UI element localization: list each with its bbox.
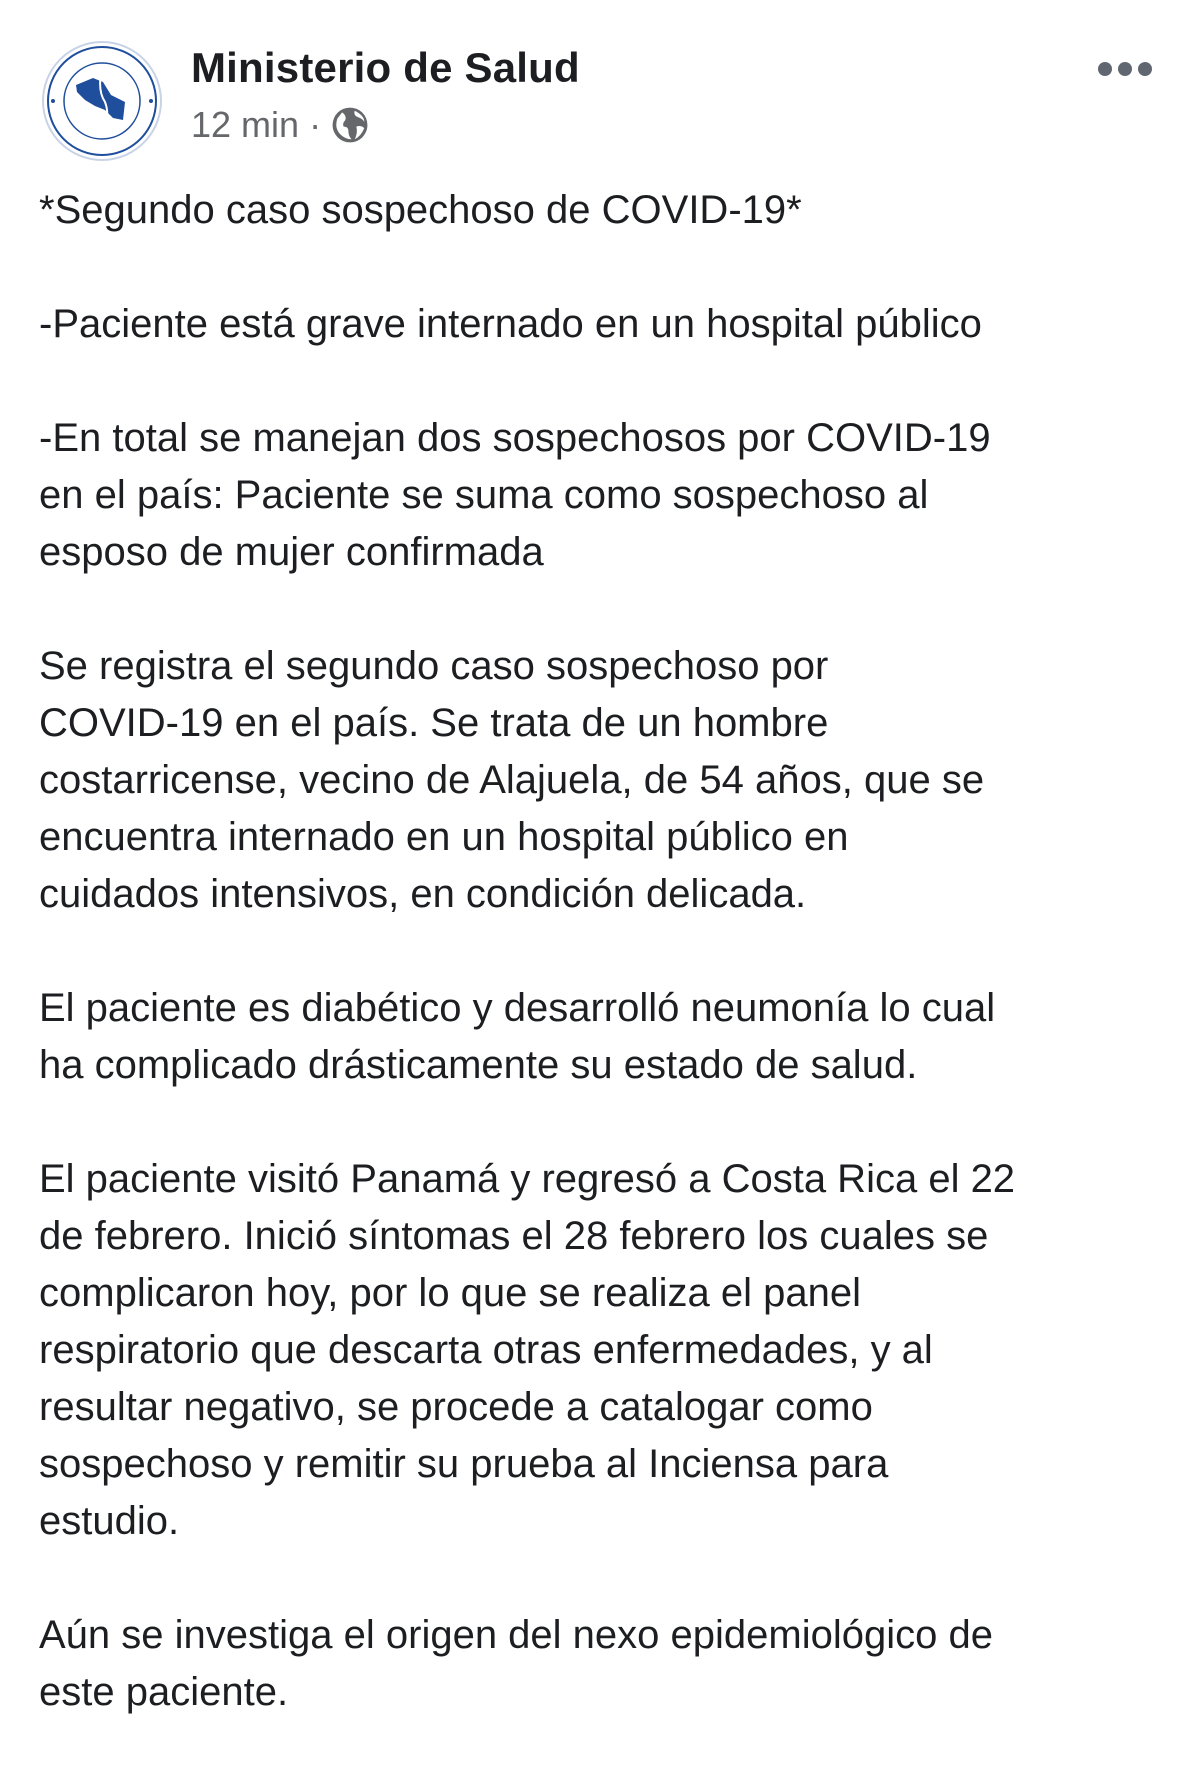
post-paragraph: [39, 980, 1015, 1094]
post-text-line: COVID-19 en el país. Se trata de un hombre: [39, 701, 829, 745]
post-paragraph: [39, 638, 1015, 923]
post-paragraph: [39, 410, 1015, 581]
meta-separator: ·: [309, 104, 322, 145]
post-paragraph: [39, 296, 1015, 353]
post-text-line: esposo de mujer confirmada: [39, 530, 544, 574]
post-paragraph: [39, 1607, 1015, 1721]
post-text-line: encuentra internado en un hospital público en: [39, 815, 849, 859]
post-text-line: respiratorio que descarta otras enfermedades, y al: [39, 1328, 933, 1372]
post-body: [39, 182, 1015, 1778]
post-text-line: cuidados intensivos, en condición delicada.: [39, 872, 807, 916]
post-text-line: de febrero. Inició síntomas el 28 febrero los cuales se: [39, 1214, 989, 1258]
post-text-line: estudio.: [39, 1499, 180, 1543]
post-paragraph: [39, 182, 1015, 239]
post-text-line: ha complicado drásticamente su estado de salud.: [39, 1043, 918, 1087]
post-text-line: Se registra el segundo caso sospechoso por: [39, 644, 829, 688]
post-text-line: en el país: Paciente se suma como sospechoso al: [39, 473, 929, 517]
post-text-line: *Segundo caso sospechoso de COVID-19*: [39, 188, 802, 232]
post-text-line: El paciente es diabético y desarrolló neumonía lo cual: [39, 986, 996, 1030]
post-text-line: -Paciente está grave internado en un hospital público: [39, 302, 982, 346]
post-text-line: este paciente.: [39, 1670, 289, 1714]
page-name-link[interactable]: Ministerio de Salud: [191, 44, 580, 91]
post-timestamp[interactable]: 12 min: [191, 104, 300, 145]
post-text-line: resultar negativo, se procede a catalogar como: [39, 1385, 873, 1429]
post-text-line: -En total se manejan dos sospechosos por COVID-19: [39, 416, 991, 460]
more-options-icon[interactable]: [1098, 62, 1152, 76]
globe-icon: [331, 106, 369, 144]
post-text-line: costarricense, vecino de Alajuela, de 54 años, que se: [39, 758, 985, 802]
post-paragraph: [39, 1151, 1015, 1550]
post-text-line: El paciente visitó Panamá y regresó a Costa Rica el 22: [39, 1157, 1016, 1201]
page-logo[interactable]: [41, 40, 163, 162]
post-text-line: complicaron hoy, por lo que se realiza el panel: [39, 1271, 861, 1315]
post-text-line: Aún se investiga el origen del nexo epidemiológico de: [39, 1613, 993, 1657]
post-meta: [191, 104, 369, 146]
post-text-line: sospechoso y remitir su prueba al Inciensa para: [39, 1442, 889, 1486]
